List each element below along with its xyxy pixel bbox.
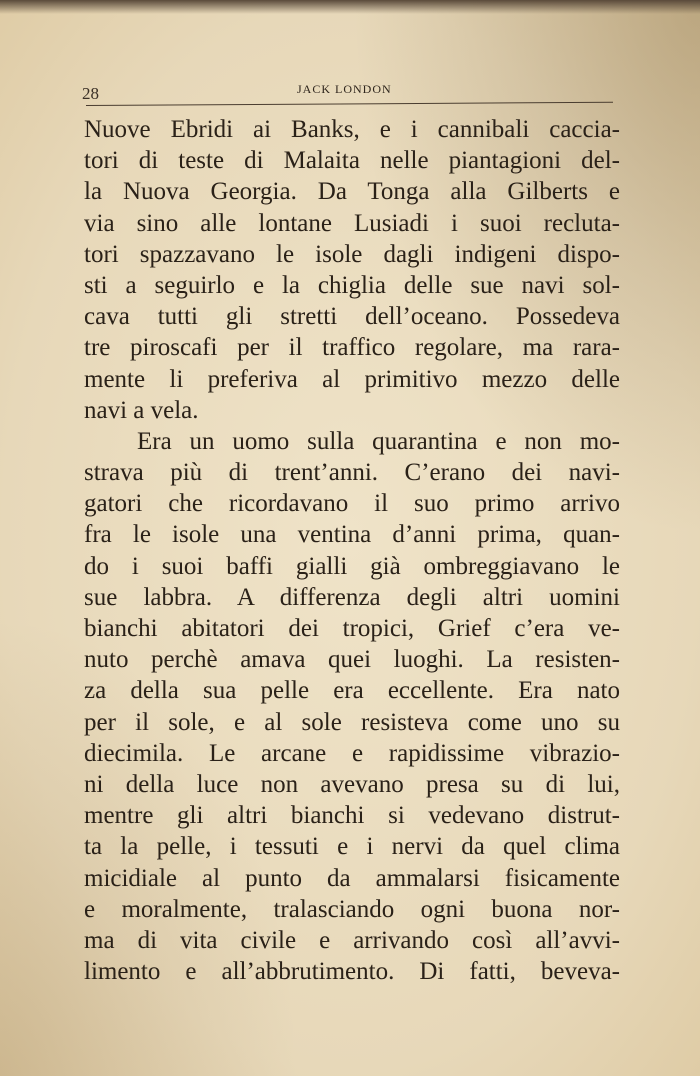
- text-line: mentre gli altri bianchi si vedevano distrut-: [84, 802, 620, 830]
- text-line: navi a vela.: [84, 396, 199, 424]
- text-line: ma di vita civile e arrivando così all’avvi-: [84, 926, 620, 954]
- text-line: do i suoi baffi gialli già ombreggiavano le: [84, 552, 620, 580]
- text-line: cava tutti gli stretti dell’oceano. Possedeva: [84, 303, 620, 331]
- text-line: ni della luce non avevano presa su di lui,: [84, 770, 620, 798]
- page-top-edge: [0, 0, 700, 14]
- text-line: tori spazzavano le isole dagli indigeni dispo-: [84, 240, 620, 268]
- text-line: za della sua pelle era eccellente. Era nato: [84, 677, 620, 705]
- text-line: fra le isole una ventina d’anni prima, quan-: [84, 521, 620, 549]
- text-line: ta la pelle, i tessuti e i nervi da quel clima: [84, 833, 620, 861]
- running-head: JACK LONDON: [297, 82, 392, 96]
- text-line: Nuove Ebridi ai Banks, e i cannibali caccia-: [84, 116, 620, 143]
- text-line: nuto perchè amava quei luoghi. La resisten-: [84, 646, 620, 674]
- text-line: strava più di trent’anni. C’erano dei navi-: [84, 459, 620, 487]
- text-line: la Nuova Georgia. Da Tonga alla Gilberts e: [84, 178, 620, 206]
- body-text: [84, 114, 620, 987]
- text-line: sue labbra. A differenza degli altri uomini: [84, 583, 620, 611]
- text-line: tori di teste di Malaita nelle piantagioni del-: [84, 147, 620, 175]
- text-line: diecimila. Le arcane e rapidissime vibrazio-: [84, 739, 620, 767]
- text-line: mente li preferiva al primitivo mezzo delle: [84, 365, 620, 393]
- text-line: sti a seguirlo e la chiglia delle sue navi sol-: [84, 271, 620, 299]
- text-line: gatori che ricordavano il suo primo arrivo: [84, 490, 620, 518]
- text-line: tre piroscafi per il traffico regolare, ma rara-: [84, 334, 620, 362]
- text-line: per il sole, e al sole resisteva come uno su: [84, 708, 620, 736]
- page-header: [82, 78, 612, 104]
- text-line: micidiale al punto da ammalarsi fisicamente: [84, 864, 620, 892]
- text-line: bianchi abitatori dei tropici, Grief c’era ve-: [84, 615, 620, 642]
- paragraph-start-line: Era un uomo sulla quarantina e non mo-: [137, 427, 620, 455]
- text-line: e moralmente, tralasciando ogni buona nor-: [84, 895, 620, 923]
- text-line: limento e all’abbrutimento. Di fatti, beveva-: [84, 958, 620, 986]
- text-line: via sino alle lontane Lusiadi i suoi recluta-: [84, 209, 620, 237]
- page-number: 28: [82, 84, 99, 103]
